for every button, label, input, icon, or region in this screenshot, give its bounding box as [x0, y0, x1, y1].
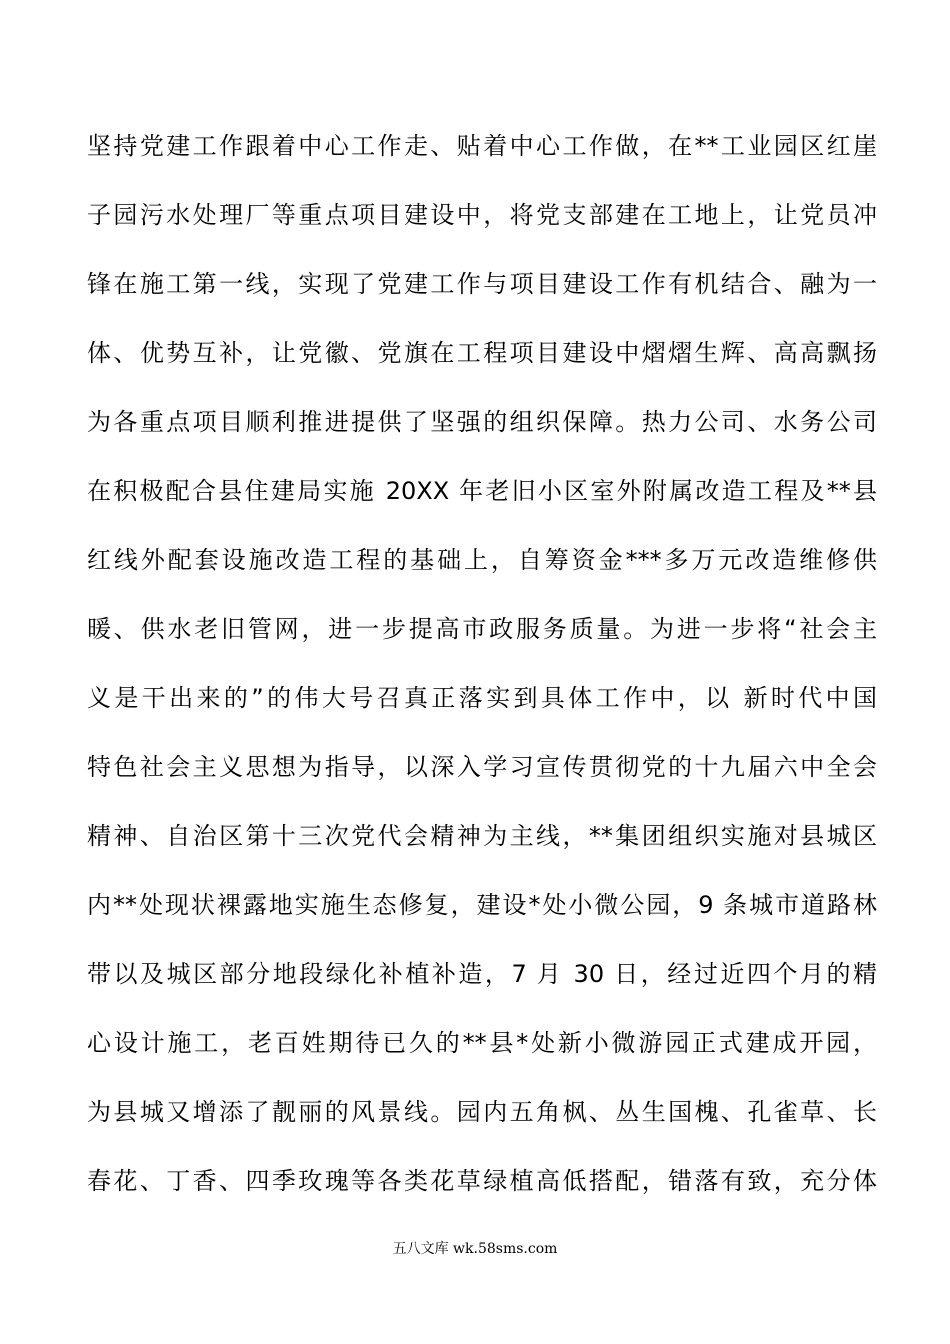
footer-watermark: 五八文库 wk.58sms.com — [392, 1241, 558, 1257]
text-line: 带以及城区部分地段绿化补植补造，7 月 30 日，经过近四个月的精 — [87, 960, 877, 988]
text-line: 暖、供水老旧管网，进一步提高市政服务质量。为进一步将“社会主 — [87, 615, 877, 643]
text-line: 子园污水处理厂等重点项目建设中，将党支部建在工地上，让党员冲 — [87, 201, 877, 229]
text-line: 为县城又增添了靓丽的风景线。园内五角枫、丛生国槐、孔雀草、长 — [87, 1098, 877, 1126]
text-line: 为各重点项目顺利推进提供了坚强的组织保障。热力公司、水务公司 — [87, 408, 877, 436]
text-line: 义是干出来的”的伟大号召真正落实到具体工作中，以 新时代中国 — [87, 684, 877, 712]
body-paragraph — [87, 122, 877, 1226]
text-line: 锋在施工第一线，实现了党建工作与项目建设工作有机结合、融为一 — [87, 270, 877, 298]
text-line: 红线外配套设施改造工程的基础上，自筹资金***多万元改造维修供 — [87, 546, 877, 574]
text-line: 精神、自治区第十三次党代会精神为主线，**集团组织实施对县城区 — [87, 822, 877, 850]
text-line: 坚持党建工作跟着中心工作走、贴着中心工作做，在**工业园区红崖 — [87, 132, 877, 160]
text-line: 春花、丁香、四季玫瑰等各类花草绿植高低搭配，错落有致，充分体 — [87, 1167, 877, 1195]
text-line: 特色社会主义思想为指导，以深入学习宣传贯彻党的十九届六中全会 — [87, 753, 877, 781]
text-line: 心设计施工，老百姓期待已久的**县*处新小微游园正式建成开园， — [87, 1029, 877, 1057]
text-line: 在积极配合县住建局实施 20XX 年老旧小区室外附属改造工程及**县 — [87, 477, 877, 505]
text-line: 内**处现状裸露地实施生态修复，建设*处小微公园，9 条城市道路林 — [87, 891, 877, 919]
text-line: 体、优势互补，让党徽、党旗在工程项目建设中熠熠生辉、高高飘扬 — [87, 339, 877, 367]
